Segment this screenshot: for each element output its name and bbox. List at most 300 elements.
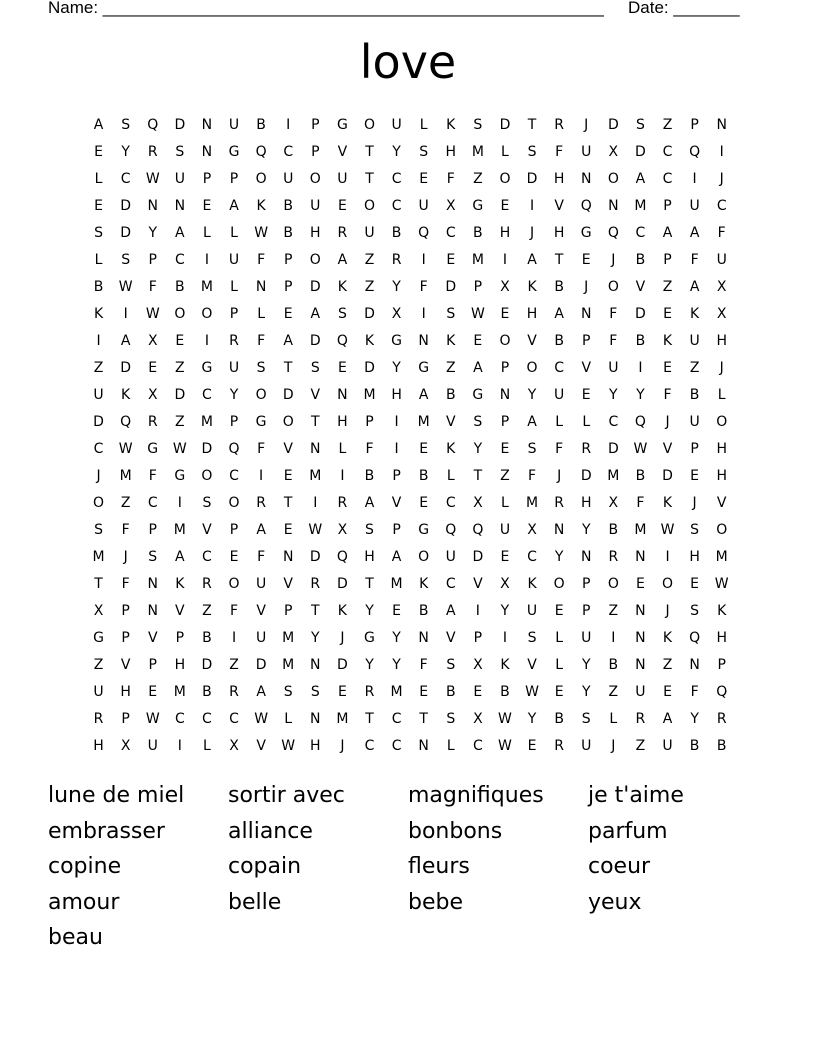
grid-letter: J [557, 467, 562, 484]
grid-letter: H [553, 224, 565, 241]
grid-letter: H [310, 737, 321, 754]
grid-letter: V [120, 656, 131, 673]
grid-letter: K [446, 116, 456, 133]
grid-letter: U [391, 116, 402, 133]
grid-row [85, 570, 735, 597]
grid-letter: R [337, 494, 348, 511]
grid-letter: N [147, 197, 158, 214]
grid-letter: H [391, 386, 402, 403]
grid-letter: F [121, 575, 130, 592]
grid-letter: O [228, 575, 240, 592]
grid-letter: S [310, 359, 320, 376]
word-list-item: lune de miel [48, 783, 185, 808]
grid-row [85, 219, 735, 246]
grid-letter: V [527, 332, 537, 349]
grid-letter: L [501, 494, 509, 511]
grid-letter: P [311, 116, 320, 133]
grid-letter: C [202, 710, 212, 727]
grid-letter: J [340, 629, 345, 646]
grid-letter: G [255, 413, 267, 430]
grid-letter: C [229, 467, 239, 484]
grid-letter: V [310, 386, 321, 403]
grid-letter: D [255, 656, 267, 673]
grid-row [85, 678, 735, 705]
grid-letter: E [635, 575, 645, 592]
grid-letter: G [580, 224, 592, 241]
grid-letter: S [690, 602, 700, 619]
grid-letter: R [202, 575, 212, 592]
grid-letter: E [419, 170, 429, 187]
grid-letter: P [283, 251, 293, 268]
grid-letter: I [204, 251, 209, 268]
grid-letter: M [336, 710, 349, 727]
grid-letter: E [581, 386, 591, 403]
grid-letter: Z [229, 656, 239, 673]
grid-letter: T [283, 359, 293, 376]
grid-letter: L [501, 143, 509, 160]
grid-letter: W [254, 710, 269, 727]
grid-letter: T [473, 467, 483, 484]
grid-letter: D [580, 467, 592, 484]
grid-letter: C [391, 170, 402, 187]
grid-letter: D [174, 116, 186, 133]
grid-letter: M [715, 548, 728, 565]
grid-letter: K [337, 602, 347, 619]
grid-letter: D [364, 359, 375, 376]
grid-letter: H [174, 656, 186, 673]
grid-letter: B [364, 467, 375, 484]
grid-letter: S [337, 305, 347, 322]
grid-letter: X [147, 386, 158, 403]
grid-letter: K [256, 197, 266, 214]
grid-letter: O [282, 413, 294, 430]
grid-letter: U [255, 629, 267, 646]
grid-letter: O [309, 170, 321, 187]
grid-letter: W [714, 575, 729, 592]
grid-letter: E [554, 602, 564, 619]
grid-letter: B [418, 602, 429, 619]
grid-letter: B [391, 224, 402, 241]
word-list-item: embrasser [48, 818, 165, 844]
grid-row [85, 354, 735, 381]
grid-letter: A [283, 332, 293, 349]
grid-letter: T [365, 170, 374, 187]
grid-letter: G [472, 197, 484, 214]
grid-letter: A [445, 602, 456, 619]
grid-letter: O [255, 386, 267, 403]
grid-letter: Z [608, 683, 619, 700]
grid-letter: E [581, 251, 591, 268]
grid-letter: P [283, 278, 293, 295]
grid-letter: X [473, 494, 483, 511]
grid-letter: M [607, 467, 620, 484]
grid-letter: L [717, 386, 726, 403]
grid-letter: K [175, 575, 185, 592]
grid-letter: U [716, 251, 727, 268]
grid-letter: A [635, 170, 646, 187]
grid-letter: Y [148, 224, 158, 241]
grid-letter: N [201, 116, 213, 133]
grid-letter: Y [365, 656, 374, 673]
grid-letter: A [527, 413, 537, 430]
grid-letter: P [175, 629, 185, 646]
grid-letter: M [92, 548, 105, 565]
grid-letter: Y [609, 386, 618, 403]
grid-letter: N [635, 629, 646, 646]
grid-letter: N [608, 197, 619, 214]
grid-letter: R [229, 332, 239, 349]
grid-letter: H [526, 305, 538, 322]
grid-letter: F [717, 224, 726, 241]
grid-letter: K [93, 305, 104, 322]
grid-letter: P [690, 116, 699, 133]
grid-letter: N [282, 548, 294, 565]
grid-letter: R [554, 494, 564, 511]
grid-letter: P [663, 251, 672, 268]
grid-letter: A [310, 305, 321, 322]
grid-letter: H [716, 467, 727, 484]
grid-letter: O [662, 575, 674, 592]
grid-letter: P [283, 602, 293, 619]
grid-letter: P [229, 170, 239, 187]
grid-letter: N [635, 548, 646, 565]
grid-letter: I [529, 197, 535, 214]
grid-letter: T [94, 575, 103, 592]
grid-letter: U [228, 359, 240, 376]
grid-letter: E [148, 683, 158, 700]
grid-letter: G [147, 440, 159, 457]
grid-letter: K [662, 494, 673, 511]
grid-letter: Z [662, 656, 673, 673]
grid-letter: D [526, 170, 538, 187]
grid-letter: E [500, 305, 510, 322]
grid-letter: L [230, 224, 238, 241]
grid-letter: I [502, 251, 508, 268]
grid-letter: Y [581, 521, 591, 538]
grid-letter: K [690, 305, 700, 322]
grid-letter: M [417, 413, 430, 430]
grid-letter: I [204, 332, 209, 349]
grid-letter: I [421, 305, 426, 322]
grid-letter: E [419, 683, 429, 700]
grid-letter: W [281, 737, 296, 754]
grid-letter: P [500, 413, 510, 430]
grid-letter: C [445, 575, 456, 592]
grid-letter: P [473, 629, 483, 646]
grid-letter: Q [472, 521, 484, 538]
grid-letter: Y [392, 656, 401, 673]
grid-letter: U [93, 683, 104, 700]
grid-letter: L [555, 413, 564, 430]
grid-letter: S [690, 521, 700, 538]
grid-letter: E [473, 683, 483, 700]
grid-letter: D [607, 440, 619, 457]
grid-letter: I [286, 116, 291, 133]
grid-letter: O [499, 332, 511, 349]
grid-letter: T [554, 251, 564, 268]
grid-letter: A [554, 305, 564, 322]
grid-letter: E [283, 305, 293, 322]
grid-letter: Q [418, 224, 430, 241]
grid-letter: S [365, 521, 374, 538]
grid-letter: N [580, 548, 592, 565]
grid-letter: L [257, 305, 266, 322]
grid-letter: C [391, 737, 402, 754]
grid-letter: X [716, 305, 727, 322]
grid-letter: E [229, 548, 239, 565]
grid-letter: I [502, 629, 508, 646]
grid-letter: N [310, 656, 321, 673]
grid-letter: Y [229, 386, 239, 403]
grid-letter: Y [581, 683, 591, 700]
grid-letter: Z [120, 494, 131, 511]
grid-letter: B [608, 656, 619, 673]
grid-letter: N [635, 656, 646, 673]
grid-letter: D [337, 575, 348, 592]
grid-letter: D [93, 413, 104, 430]
grid-letter: C [364, 737, 375, 754]
grid-letter: D [120, 224, 132, 241]
grid-letter: C [174, 710, 185, 727]
grid-letter: I [692, 170, 697, 187]
grid-letter: O [418, 548, 430, 565]
grid-letter: O [716, 413, 728, 430]
grid-letter: H [716, 440, 727, 457]
grid-row [85, 435, 735, 462]
grid-letter: K [419, 575, 429, 592]
grid-letter: A [175, 548, 185, 565]
grid-letter: U [228, 116, 240, 133]
grid-letter: H [93, 737, 104, 754]
grid-letter: K [121, 386, 131, 403]
grid-letter: Z [175, 359, 185, 376]
grid-letter: P [121, 629, 130, 646]
grid-letter: W [254, 224, 269, 241]
grid-letter: L [94, 170, 103, 187]
grid-letter: V [175, 602, 185, 619]
grid-letter: L [230, 278, 238, 295]
letter-grid [85, 111, 735, 759]
grid-letter: P [121, 710, 130, 727]
grid-letter: C [554, 359, 565, 376]
grid-letter: E [500, 440, 510, 457]
grid-letter: N [553, 521, 565, 538]
grid-letter: K [337, 278, 347, 295]
grid-letter: A [120, 332, 131, 349]
grid-letter: E [337, 197, 347, 214]
grid-letter: V [256, 737, 266, 754]
grid-letter: I [638, 359, 643, 376]
grid-letter: I [421, 251, 426, 268]
grid-letter: D [635, 143, 646, 160]
grid-letter: J [96, 467, 101, 484]
grid-letter: X [147, 332, 158, 349]
grid-letter: H [364, 548, 375, 565]
grid-letter: P [690, 440, 699, 457]
grid-letter: E [690, 575, 700, 592]
grid-row [85, 516, 735, 543]
grid-letter: T [527, 116, 537, 133]
grid-letter: I [475, 602, 480, 619]
grid-letter: C [635, 224, 646, 241]
grid-letter: J [665, 413, 670, 430]
word-list-item: copain [228, 854, 302, 880]
grid-letter: O [607, 170, 619, 187]
grid-letter: E [94, 197, 103, 214]
grid-letter: B [283, 224, 293, 241]
grid-letter: J [692, 494, 697, 511]
grid-letter: I [177, 737, 182, 754]
grid-letter: A [662, 224, 673, 241]
grid-letter: P [148, 251, 157, 268]
grid-letter: P [473, 278, 483, 295]
grid-letter: M [634, 521, 647, 538]
grid-letter: J [123, 548, 128, 565]
grid-letter: S [283, 683, 293, 700]
grid-letter: A [337, 251, 348, 268]
grid-letter: V [554, 197, 564, 214]
grid-letter: C [93, 440, 104, 457]
grid-letter: S [310, 683, 320, 700]
grid-letter: K [446, 440, 456, 457]
word-list-item: sortir avec [228, 783, 345, 808]
grid-letter: E [500, 548, 510, 565]
grid-letter: T [283, 494, 293, 511]
grid-letter: C [445, 224, 456, 241]
grid-letter: Y [581, 656, 591, 673]
grid-letter: L [203, 224, 211, 241]
grid-letter: D [662, 467, 673, 484]
word-list-item: beau [48, 925, 103, 951]
grid-letter: Q [336, 332, 348, 349]
grid-letter: B [283, 197, 293, 214]
grid-letter: X [500, 575, 510, 592]
grid-row [85, 111, 735, 138]
grid-letter: V [662, 440, 673, 457]
grid-row [85, 327, 735, 354]
word-list-item: alliance [228, 818, 313, 844]
grid-letter: D [120, 197, 132, 214]
grid-letter: V [256, 602, 266, 619]
grid-letter: D [309, 278, 321, 295]
grid-letter: N [580, 305, 592, 322]
grid-letter: M [634, 197, 647, 214]
grid-letter: O [363, 197, 375, 214]
grid-letter: Y [527, 710, 537, 727]
grid-letter: O [228, 494, 240, 511]
grid-letter: W [633, 440, 648, 457]
grid-letter: A [256, 683, 266, 700]
grid-letter: M [471, 143, 484, 160]
grid-row [85, 300, 735, 327]
grid-letter: W [308, 521, 323, 538]
grid-letter: G [336, 116, 348, 133]
grid-letter: S [121, 251, 131, 268]
grid-letter: G [228, 143, 240, 160]
grid-letter: S [256, 359, 266, 376]
grid-letter: V [283, 575, 293, 592]
grid-letter: S [94, 521, 103, 538]
grid-letter: H [580, 494, 592, 511]
grid-letter: D [337, 656, 348, 673]
grid-letter: F [528, 467, 537, 484]
grid-row [85, 732, 735, 759]
grid-letter: O [526, 359, 538, 376]
grid-letter: X [608, 143, 619, 160]
grid-letter: V [527, 656, 537, 673]
grid-letter: E [283, 467, 293, 484]
grid-letter: S [202, 494, 212, 511]
grid-letter: U [228, 251, 240, 268]
grid-letter: B [202, 629, 212, 646]
grid-letter: R [310, 575, 321, 592]
grid-letter: V [147, 629, 158, 646]
word-list-item: magnifiques [408, 783, 544, 808]
grid-letter: G [364, 629, 375, 646]
grid-letter: I [394, 413, 399, 430]
grid-letter: E [337, 359, 347, 376]
grid-letter: T [365, 575, 374, 592]
grid-letter: E [473, 332, 483, 349]
grid-letter: D [499, 116, 511, 133]
grid-letter: I [665, 548, 670, 565]
grid-row [85, 489, 735, 516]
grid-letter: E [446, 251, 456, 268]
grid-letter: C [472, 737, 483, 754]
grid-letter: Q [634, 413, 646, 430]
grid-letter: W [145, 710, 160, 727]
grid-letter: E [337, 683, 347, 700]
grid-letter: R [93, 710, 104, 727]
grid-letter: B [256, 116, 266, 133]
grid-letter: Q [147, 116, 159, 133]
grid-letter: C [147, 494, 158, 511]
word-list-item: amour [48, 889, 120, 915]
grid-letter: Q [228, 440, 240, 457]
grid-letter: Z [364, 251, 375, 268]
grid-letter: O [93, 494, 105, 511]
grid-letter: S [473, 116, 483, 133]
grid-letter: H [689, 548, 700, 565]
grid-letter: X [93, 602, 104, 619]
grid-letter: M [471, 251, 484, 268]
word-list-item: fleurs [408, 854, 470, 880]
grid-letter: A [391, 548, 402, 565]
grid-letter: N [310, 440, 321, 457]
grid-row [85, 138, 735, 165]
grid-letter: M [119, 467, 132, 484]
grid-letter: J [719, 170, 724, 187]
grid-letter: N [201, 143, 213, 160]
grid-letter: U [635, 683, 646, 700]
grid-letter: C [527, 548, 537, 565]
grid-letter: D [282, 386, 294, 403]
grid-row [85, 543, 735, 570]
grid-letter: N [147, 575, 158, 592]
grid-letter: H [120, 683, 131, 700]
grid-letter: O [499, 170, 511, 187]
grid-letter: J [584, 116, 589, 133]
grid-letter: L [94, 251, 103, 268]
grid-letter: V [391, 494, 402, 511]
grid-letter: L [555, 629, 564, 646]
grid-letter: E [148, 359, 158, 376]
grid-letter: P [202, 170, 212, 187]
grid-letter: E [554, 683, 564, 700]
grid-letter: B [689, 737, 700, 754]
grid-letter: U [526, 602, 538, 619]
grid-letter: A [93, 116, 104, 133]
